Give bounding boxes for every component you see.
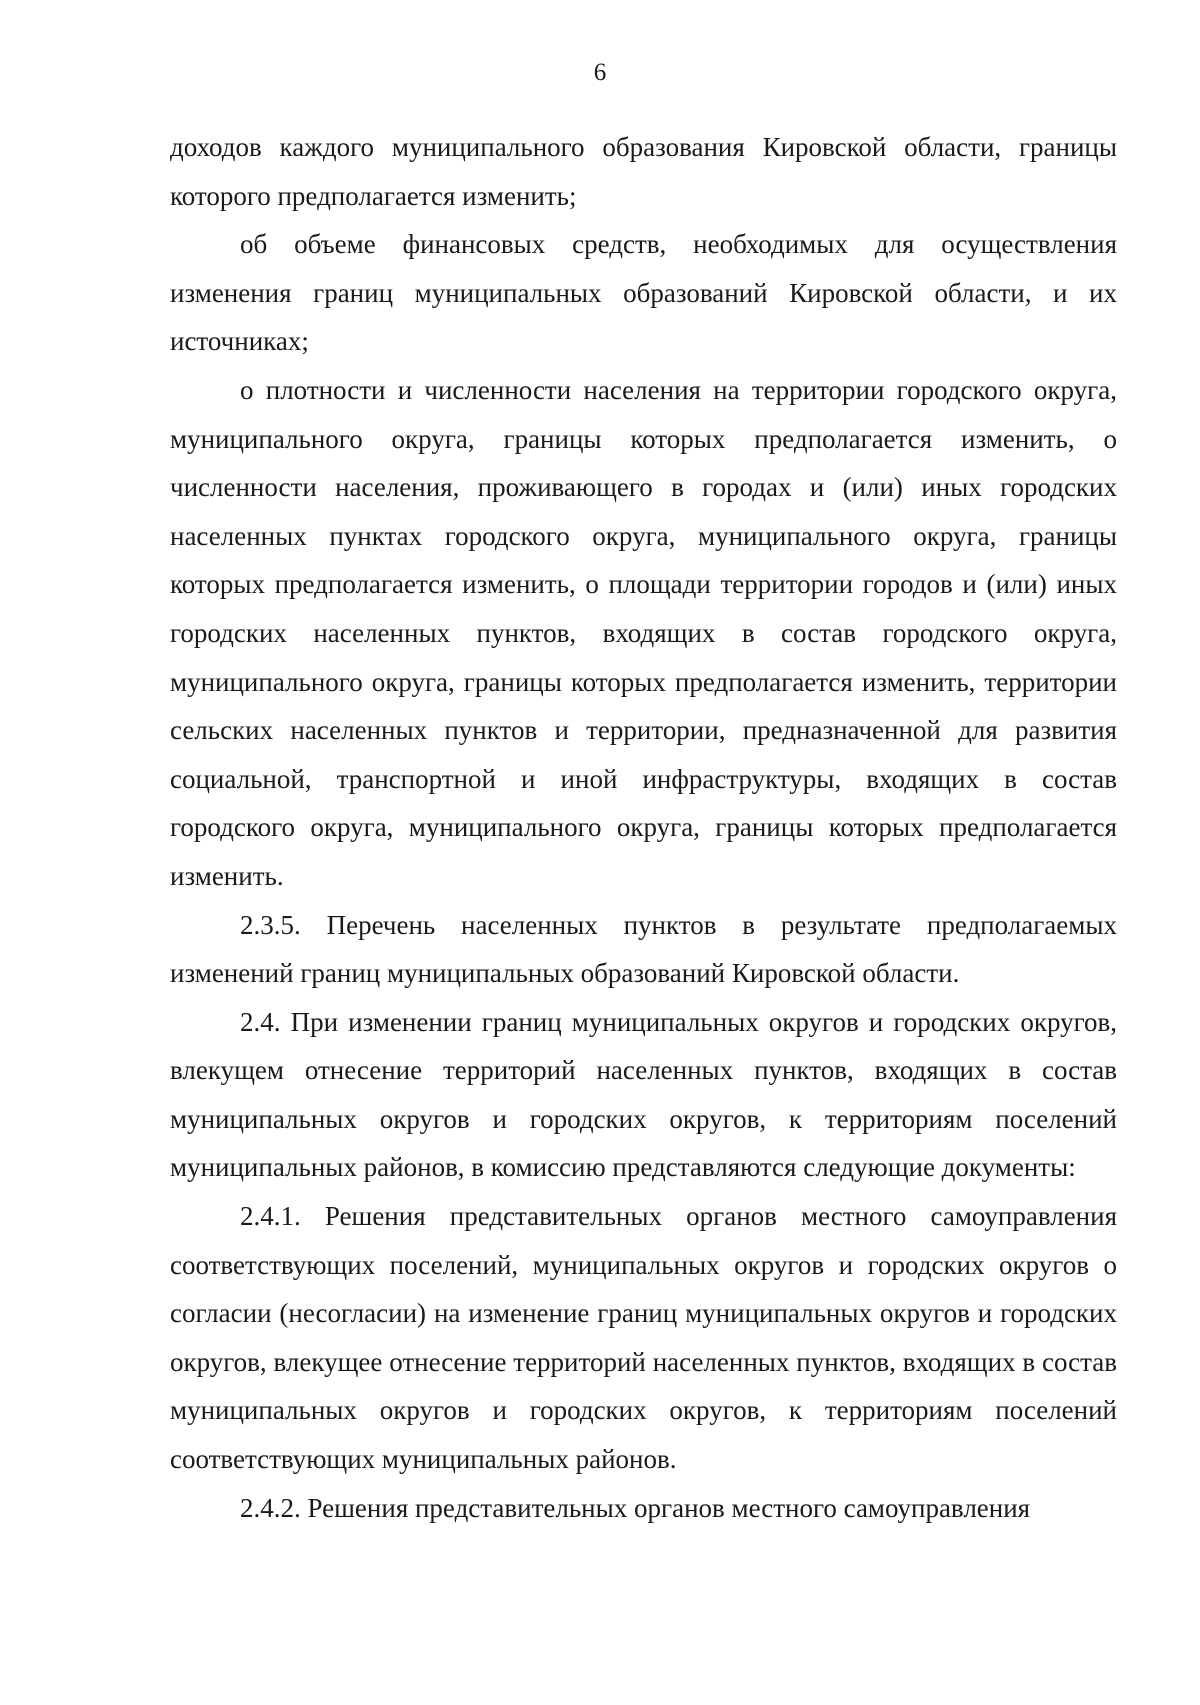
paragraph-financial-means: об объеме финансовых средств, необходимых для осуществления изменения границ муниципальных образований Кировской области, и их источниках; [170,229,1117,357]
paragraph-2-4: 2.4. При изменении границ муниципальных округов и городских округов, влекущем отнесение территорий населенных пунктов, входящих в состав муниципальных округов и городских округов, к территориям поселений муниципальных районов, в комиссию представляются следующие документы: [170,1006,1117,1183]
paragraph-2-4-2: 2.4.2. Решения представительных органов местного самоуправления [240,1492,1031,1523]
paragraph-population-density: о плотности и численности населения на территории городского округа, муниципального округа, границы которых предполагается изменить, о численности населения, проживающего в городах и (или) иных городских населенных пунктах городского округа, муниципального округа, границы которых предполагается изменить, о площади территории городов и (или) иных городских населенных пунктов, входящих в состав городского округа, муниципального округа, границы которых предполагается изменить, территории сельских населенных пунктов и территории, предназначенной для развития социальной, транспортной и иной инфраструктуры, входящих в состав городского округа, муниципального округа, границы которых предполагается изменить. [170,374,1117,891]
page-number: 6 [593,59,607,86]
document-body [170,123,1117,1532]
paragraph-2-3-5: 2.3.5. Перечень населенных пунктов в результате предполагаемых изменений границ муниципальных образований Кировской области. [170,909,1117,989]
paragraph-income-continuation: доходов каждого муниципального образования Кировской области, границы которого предполагается изменить; [170,132,1117,211]
paragraph-2-4-1: 2.4.1. Решения представительных органов местного самоуправления соответствующих поселений, муниципальных округов и городских округов о согласии (несогласии) на изменение границ муниципальных округов и городских округов, влекущее отнесение территорий населенных пунктов, входящих в состав муниципальных округов и городских округов, к территориям поселений соответствующих муниципальных районов. [170,1201,1117,1475]
